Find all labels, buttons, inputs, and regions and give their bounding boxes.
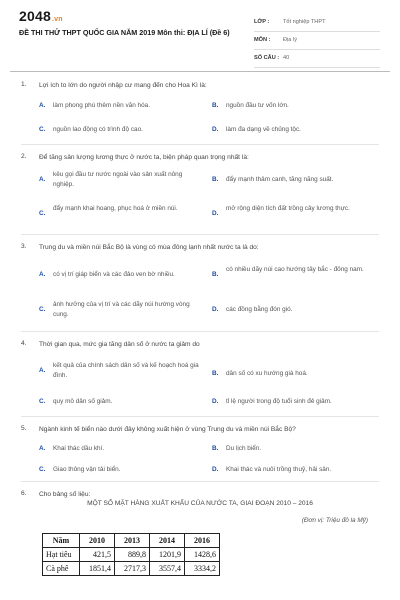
option-letter: C.: [39, 306, 46, 313]
table-row-label: Hạt tiêu: [43, 548, 80, 562]
option-text: có vị trí giáp biển và các đảo ven bờ nhiều.: [53, 271, 175, 278]
option-text: nguồn đầu tư vốn lớn.: [226, 102, 289, 109]
table-cell: 3334,2: [185, 562, 220, 576]
option-text: kêu gọi đầu tư nước ngoài vào sản xuất nông nghiệp.: [53, 171, 183, 188]
option-text: Giao thông vận tải biển.: [53, 466, 121, 473]
info-key: MÔN :: [254, 37, 271, 43]
option-letter: B.: [212, 176, 219, 183]
info-row-count: [254, 50, 380, 68]
site-logo[interactable]: [19, 8, 63, 24]
info-key: LỚP :: [254, 19, 270, 25]
exam-header: [0, 0, 400, 68]
question-number: 6.: [21, 490, 27, 497]
table-header-row: [43, 534, 220, 548]
option-letter: C.: [39, 398, 46, 405]
logo-suffix: .vn: [51, 16, 63, 23]
option-text: đẩy mạnh khai hoang, phục hoá ở miền núi.: [53, 205, 178, 212]
option-letter: C.: [39, 466, 46, 473]
table-cell: 1851,4: [80, 562, 115, 576]
info-row-class: [254, 14, 380, 32]
question-number: 5.: [21, 425, 27, 432]
question-text: Lợi ích to lớn do người nhập cư mang đến cho Hoa Kì là:: [39, 82, 207, 89]
question-text: Ngành kinh tế biển nào dưới đây không xuất hiện ở vùng Trung du và miền núi Bắc Bộ?: [39, 426, 296, 433]
option-letter: B.: [212, 370, 219, 377]
info-row-subject: [254, 32, 380, 50]
question-separator: [21, 331, 379, 332]
question-separator: [21, 481, 379, 482]
exam-title: ĐỀ THI THỬ THPT QUỐC GIA NĂM 2019 Môn thi: ĐỊA LÍ (Đề 6): [19, 28, 230, 37]
option-text: mở rộng diện tích đất trồng cây lương thực.: [226, 205, 350, 212]
table-header-cell: 2016: [185, 534, 220, 548]
exam-info-panel: [254, 14, 380, 68]
option-letter: A.: [39, 271, 46, 278]
option-text: các đồng bằng đón gió.: [226, 306, 293, 313]
option-letter: A.: [39, 102, 46, 109]
table-header-cell: 2013: [115, 534, 150, 548]
option-letter: A.: [39, 367, 46, 374]
option-text: Khai thác dầu khí.: [53, 445, 105, 452]
option-text: làm đa dạng về chủng tộc.: [226, 126, 301, 133]
option-text: kết quả của chính sách dân số và kế hoạch hoá gia đình.: [53, 362, 199, 379]
option-text: ảnh hưởng của vị trí và các dãy núi hướng vòng cung.: [53, 301, 190, 318]
table-header-cell: 2014: [150, 534, 185, 548]
option-text: Du lịch biển.: [226, 445, 262, 452]
header-divider: [10, 71, 390, 72]
question-text: Để tăng sản lượng lương thực ở nước ta, biện pháp quan trọng nhất là:: [39, 154, 249, 161]
option-letter: D.: [212, 210, 219, 217]
question-separator: [21, 144, 379, 145]
option-letter: C.: [39, 210, 46, 217]
table-unit: (Đơn vị: Triệu đô la Mỹ): [301, 517, 368, 524]
info-key: SỐ CÂU :: [254, 55, 280, 61]
table-cell: 2717,3: [115, 562, 150, 576]
table-row: [43, 548, 220, 562]
option-letter: A.: [39, 445, 46, 452]
question-text: Cho bảng số liệu:: [39, 491, 91, 498]
option-text: Khai thác và nuôi trồng thuỷ, hải sản.: [226, 466, 332, 473]
question-text: Thời gian qua, mức gia tăng dân số ở nước ta giảm do: [39, 341, 200, 348]
option-letter: D.: [212, 466, 219, 473]
table-title: MỘT SỐ MẶT HÀNG XUẤT KHẨU CỦA NƯỚC TA, GIAI ĐOẠN 2010 – 2016: [87, 500, 313, 507]
question-number: 1.: [21, 81, 27, 88]
option-text: dân số có xu hướng già hoá.: [226, 370, 308, 377]
option-letter: D.: [212, 126, 219, 133]
table-cell: 889,8: [115, 548, 150, 562]
table-header-cell: 2010: [80, 534, 115, 548]
question-text: Trung du và miền núi Bắc Bộ là vùng có mùa đông lạnh nhất nước ta là do:: [39, 244, 259, 251]
option-letter: D.: [212, 398, 219, 405]
option-text: đẩy mạnh thâm canh, tăng năng suất.: [226, 176, 334, 183]
export-data-table: [42, 533, 220, 576]
option-text: có nhiều dãy núi cao hướng tây bắc - đông nam.: [226, 266, 364, 273]
question-separator: [21, 416, 379, 417]
option-text: tỉ lệ người trong độ tuổi sinh đẻ giảm.: [226, 398, 332, 405]
question-number: 3.: [21, 243, 27, 250]
question-number: 4.: [21, 340, 27, 347]
option-text: quy mô dân số giảm.: [53, 398, 113, 405]
table-row-label: Cà phê: [43, 562, 80, 576]
info-value: Địa lý: [283, 37, 297, 43]
table-row: [43, 562, 220, 576]
table-cell: 1428,6: [185, 548, 220, 562]
option-letter: A.: [39, 176, 46, 183]
logo-text: 2048: [19, 8, 51, 24]
option-letter: B.: [212, 445, 219, 452]
table-header-cell: Năm: [43, 534, 80, 548]
table-cell: 421,5: [80, 548, 115, 562]
option-letter: B.: [212, 102, 219, 109]
question-number: 2.: [21, 153, 27, 160]
info-value: 40: [283, 55, 290, 61]
option-letter: B.: [212, 271, 219, 278]
option-letter: D.: [212, 306, 219, 313]
option-text: nguồn lao động có trình độ cao.: [53, 126, 143, 133]
question-separator: [21, 234, 379, 235]
table-cell: 3557,4: [150, 562, 185, 576]
option-letter: C.: [39, 126, 46, 133]
option-text: làm phong phú thêm nền văn hóa.: [53, 102, 150, 109]
info-value: Tốt nghiệp THPT: [283, 19, 326, 25]
table-cell: 1201,9: [150, 548, 185, 562]
